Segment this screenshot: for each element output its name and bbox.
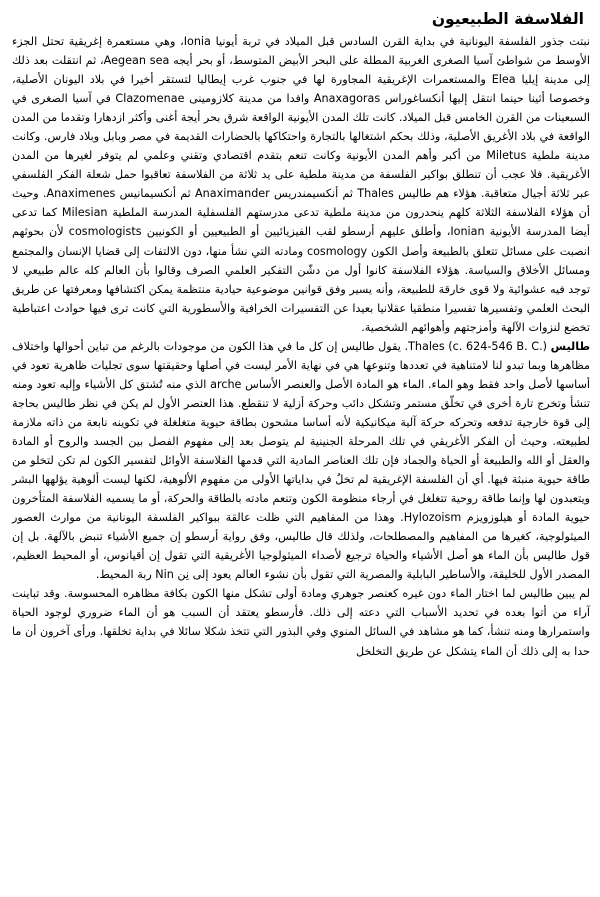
- paragraph-thales: [12, 337, 590, 585]
- paragraph-water: [12, 584, 590, 660]
- paragraph-intro-text: نبتت جذور الفلسفة اليونانية في بداية القرن السادس قبل الميلاد في تربة أيونيا Ionia، وهي مستعمرة إغريقية تحتل الجزء الأوسط من شواطئ آسيا الصغرى الغربية المطلة على البحر الأبيض المتوسط، أو بحر أيجه Aegean sea، ثم انتقلت بعد ذلك إلى مدينة إيليا Elea والمستعمرات الإغريقية المجاورة لها في جنوب غرب إيطاليا لتستقر أخيرا في بلاد اليونان الأصلية، وخصوصا أثينا حينما انتقل إليها أنكساغوراس Anaxagoras وافدا من مدينة كلازومينى Clazomenae في آسيا الصغرى في السبعينات من القرن الخامس قبل الميلاد. كانت تلك المدن الأيونية الواقعة شرق بحر أيجة أغنى وأكثر ازدهارا وتقدما من المدن الواقعة في بلاد الأغريق الأصلية، وذلك بحكم اشتغالها بالتجارة واحتكاكها بالحضارات القديمة في مصر وبابل وبلاد فارس. وكانت مدينة ملطية Miletus من أكبر وأهم المدن الأيونية وكانت تنعم بتقدم اقتصادي وتقني وعلمي لم يتوفر لغيرها من المدن الأغريقية. فلا عجب أن تنطلق بواكير الفلسفة من مدينة ملطية على يد ثلاثة من الفلاسفة تعاقبوا حمل شعلة الفكر الفلسفي عبر ثلاثة أجيال متعاقبة. هؤلاء هم طاليس Thales ثم أنكسيمندريس Anaximander ثم أنكسيمانيس Anaximenes. وحيث أن هؤلاء الفلاسفة الثلاثة كلهم ينحدرون من مدينة ملطية تدعى مدرستهم الفلسفلية المدرسة الملطية Milesian كما تدعى أيضا المدرسة الأيونية Ionian، وأطلق عليهم أرسطو لقب الفيزيائيين أو الطبيعيين أو الكونيين cosmologists لأن بحوثهم انصبت على مسائل تتعلق بالطبيعة وأصل الكون cosmology ومادته التي نشأ منها، دون الالتفات إلى قضايا الإنسان والمجتمع ومسائل الأخلاق والسياسة. هؤلاء الفلاسفة كانوا أول من دشّن التفكير العلمي الصرف وقالوا بأن العالم كله عالم طبيعي لا توجد فيه عشوائية ولا قوى خارقة للطبيعة، وأنه يسير وفق قوانين موضوعية حيادية منتظمة يمكن اكتشافها ومعرفتها عن طريق البحث العلمي وتفسيرها تفسيرا منطقيا عقلانيا بعيدا عن التفسيرات الخرافية والأسطورية التي كانت ترى فيها حوادث اعتباطية تخضع لنزوات الآلهة وأمزجتهم وأهوائهم الشخصية.: [12, 35, 591, 334]
- paragraph-water-text: لم يبين طاليس لما اختار الماء دون غيره كعنصر جوهري ومادة أولى تشكل منها الكون بكافة مظاهره المحسوسة. وقد تباينت آراء من أتوا بعده في تحديد الأسباب التي دعته إلى ذلك. فأرسطو يعتقد أن السبب هو أن الماء ضروري لوجود الحياة واستمرارها ومنه تنشأ، كما هو مشاهد في السائل المنوي وفي البذور التي تتخذ شكلا سائلا في بداية تخلقها. ورأى آخرون أن ما حدا به إلى ذلك أن الماء يتشكل عن طريق التخلخل: [12, 587, 590, 658]
- page-title: الفلاسفة الطبيعيون: [431, 10, 584, 28]
- paragraph-thales-text: Thales (c. 624-546 B. C.). يقول طاليس إن كل ما في هذا الكون من موجودات بالرغم من تباين أحوالها واختلاف مظاهرها وبما تبدو لنا لامتناهية في تعددها وتنوعها هي في نهاية الأمر ليست في أصلها وحقيقتها سوى تجليات ظاهرية تعود في أساسها لأصل واحد فقط وهو الماء. الماء هو المادة الأصل والعنصر الأساس arche الذي منه تُشتق كل الأشياء وإليه تعود ومنه تنشأ وتخرج تارة أخرى في تخلّق مستمر وتشكل دائب وحركة أزلية لا تنقطع. هذا العنصر الأول لم يكن في نظر طاليس بحاجة إلى قوة خارجية تدفعه وتحركه حركة آلية ميكانيكية لأنه أساسا مشحون بطاقة حيوية متغلغلة في تكوينه نابعة من ذاته ملازمة لطبيعته. وحيث أن الفكر الأغريقي في تلك المرحلة الجنينية لم يتوصل بعد إلى مفهوم الفصل بين الجسد والروح أو المادة والعقل أو الله والطبيعة أو الحياة والجماد فإن تلك العناصر المادية التي قدمها الفلاسفة الأوائل لتفسير الكون لم تكن لتخلو من طاقة حيوية منبثة فيها. أي أن الفلسفة الإغريقية لم تخلُ في بداياتها الأولى من مفهوم الألوهية، لكنها ليست ألوهية يؤلهها البشر ويتعبدون لها وإنما طاقة روحية تتغلغل في أرجاء منظومة الكون وتنعم مادته بالطاقة والحركة، أو ما يسميه الفلاسفة المتأخرون حيوية المادة أو هيلوزويزم Hylozoism. وهذا من المفاهيم التي ظلت عالقة ببواكير الفلسفة اليونانية من موارث العصور الميثولوجية، كغيرها من المفاهيم والمصطلحات، ولذلك قال طاليس، وفق رواية أرسطو إن جميع الأشياء تنبض بالآلهة. بل إن قول طاليس بأن الماء هو أصل الأشياء والحياة ترجيع لأصداء الميثولوجيا الأغريقية التي تقول إن أقيانوس، أو المحيط العظيم، المصدر الأول للخليقة، والأساطير البابلية والمصرية التي تقول بأن نشوء العالم يعود إلى نِن Nin ربة المحيط.: [12, 339, 590, 582]
- paragraph-thales-lead: طاليس: [550, 339, 590, 353]
- paragraph-intro: [12, 32, 590, 337]
